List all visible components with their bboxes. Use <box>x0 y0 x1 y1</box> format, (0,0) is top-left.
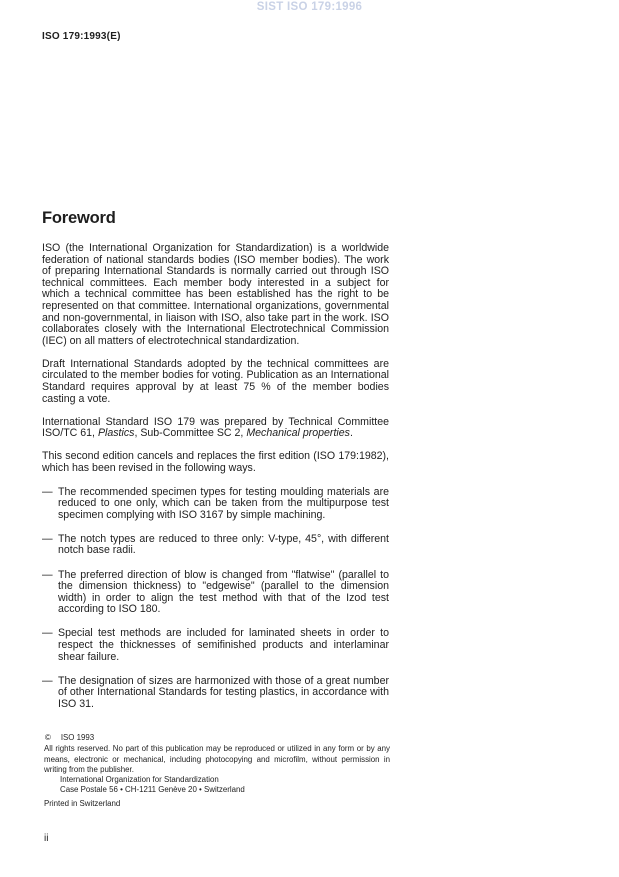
list-item-text: The notch types are reduced to three only: V-type, 45°, with different notch base radii. <box>58 532 389 557</box>
list-item-text: The designation of sizes are harmonized with those of a great number of other International Standards for testing plastics, in accordance with ISO 31. <box>58 674 389 710</box>
list-item <box>42 534 389 557</box>
publisher-name: International Organization for Standardization <box>60 775 219 785</box>
watermark: SIST ISO 179:1996 <box>256 1 363 13</box>
dash-marker: — <box>42 568 53 581</box>
copyright-symbol: © <box>45 733 51 742</box>
page-number: ii <box>44 833 49 844</box>
rights-statement: All rights reserved. No part of this publication may be reproduced or utilized in any form or by any means, electronic or mechanical, including photocopying and microfilm, without permission in writing from the publisher. <box>44 744 390 774</box>
paragraph-draft-standards: Draft International Standards adopted by the technical committees are circulated to the member bodies for voting. Publication as an International Standard requires approval by at least 75 % of the member bodies casting a vote. <box>42 357 389 405</box>
revision-list <box>42 487 389 711</box>
list-item-text: Special test methods are included for laminated sheets in order to respect the thicknesses of semifinished products and interlaminar shear failure. <box>58 627 389 663</box>
paragraph-edition: This second edition cancels and replaces the first edition (ISO 179:1982), which has been revised in the following ways. <box>42 450 389 474</box>
dash-marker: — <box>42 532 53 545</box>
prepared-by-mid: , Sub-Committee SC 2, <box>134 427 247 440</box>
copyright-line <box>44 733 390 743</box>
list-item-text: The preferred direction of blow is changed from "flatwise" (parallel to the dimension thickness) to "edgewise" (parallel to the dimension width) in order to align the test method with that of the Izod test according to ISO 180. <box>58 568 389 616</box>
list-item <box>42 487 389 522</box>
list-item <box>42 628 389 663</box>
section-title: Foreword <box>42 209 116 227</box>
printed-in: Printed in Switzerland <box>44 798 121 808</box>
copyright-owner-year: ISO 1993 <box>60 733 95 742</box>
list-item <box>42 570 389 616</box>
paragraph-iso-intro: ISO (the International Organization for Standardization) is a worldwide federation of national standards bodies (ISO member bodies). The work of preparing International Standards is normally carried out through ISO technical committees. Each member body interested in a subject for which a technical committee has been established has the right to be represented on that committee. International organizations, governmental and non-governmental, in liaison with ISO, also take part in the work. ISO collaborates closely with the International Electrotechnical Commission (IEC) on all matters of electrotechnical standardization. <box>42 242 389 347</box>
subcommittee-name: Mechanical properties <box>246 427 350 440</box>
paragraph-prepared-by <box>42 417 389 440</box>
document-id: ISO 179:1993(E) <box>42 31 121 42</box>
publisher-address: Case Postale 56 • CH-1211 Genève 20 • Switzerland <box>60 785 245 795</box>
dash-marker: — <box>42 485 53 498</box>
copyright-notice <box>44 733 390 809</box>
prepared-by-suffix: . <box>349 427 353 440</box>
prepared-by-prefix: International Standard ISO 179 was prepared by Technical Committee ISO/TC 61, <box>42 415 389 440</box>
dash-marker: — <box>42 674 53 687</box>
list-item-text: The recommended specimen types for testing moulding materials are reduced to one only, which can be taken from the multipurpose test specimen complying with ISO 3167 by simple machining. <box>58 485 389 521</box>
foreword-body <box>42 243 389 723</box>
list-item <box>42 676 389 711</box>
committee-name: Plastics <box>97 427 135 440</box>
dash-marker: — <box>42 627 53 640</box>
